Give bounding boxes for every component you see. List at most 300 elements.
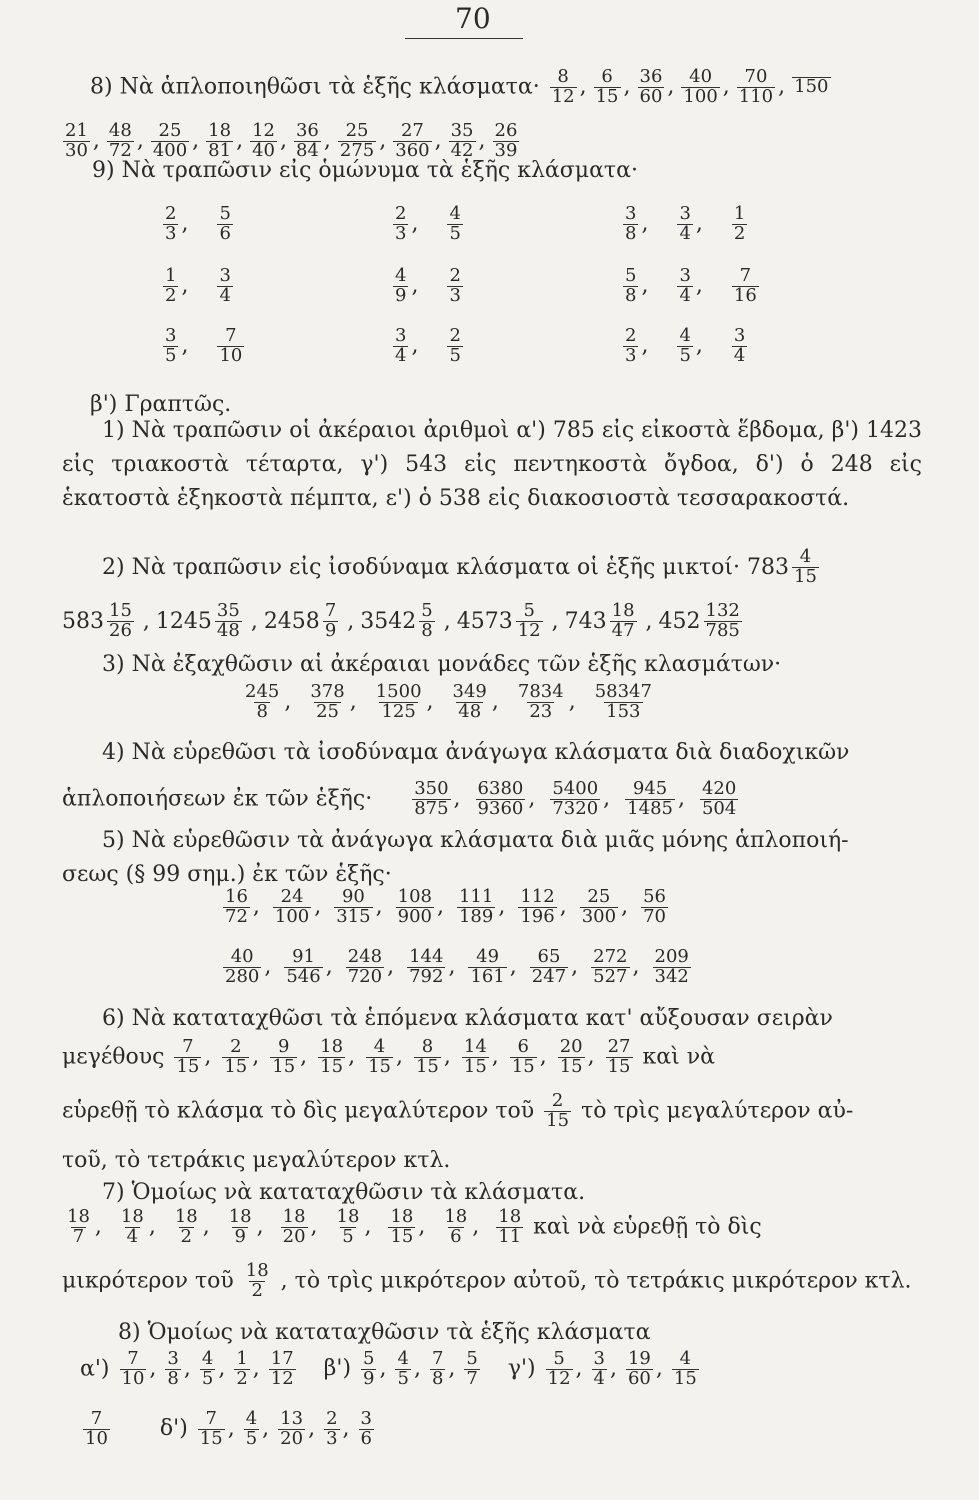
numerator: 8 bbox=[421, 1036, 434, 1057]
fraction bbox=[732, 205, 747, 244]
separator: , bbox=[236, 128, 244, 154]
separator: , bbox=[136, 128, 144, 154]
numerator: 3 bbox=[167, 1348, 179, 1369]
separator: , bbox=[149, 1356, 157, 1382]
fraction bbox=[284, 948, 322, 987]
separator: , bbox=[181, 333, 189, 359]
w6-suffix: καὶ νὰ bbox=[642, 1044, 715, 1070]
fraction bbox=[395, 1350, 410, 1389]
whole-part: 583 bbox=[62, 608, 104, 634]
separator: , bbox=[621, 894, 629, 920]
whole-part: 1245 bbox=[155, 608, 212, 634]
denominator: 900 bbox=[397, 905, 432, 927]
numerator: 25 bbox=[587, 886, 611, 907]
denominator: 72 bbox=[108, 139, 132, 161]
numerator: 2 bbox=[625, 325, 637, 346]
denominator: 4 bbox=[126, 1225, 139, 1247]
denominator: 7320 bbox=[552, 797, 599, 819]
separator: , bbox=[418, 1214, 426, 1240]
numerator: 248 bbox=[347, 946, 383, 967]
fraction bbox=[493, 122, 520, 161]
separator: , bbox=[478, 128, 486, 154]
denominator: 785 bbox=[705, 619, 740, 641]
numerator: 4 bbox=[799, 546, 812, 567]
fraction bbox=[163, 327, 178, 366]
separator: , bbox=[256, 1214, 264, 1240]
fraction bbox=[447, 205, 462, 244]
denominator: 110 bbox=[738, 85, 774, 107]
denominator: 9 bbox=[395, 284, 407, 306]
w2-line1 bbox=[102, 548, 828, 587]
denominator: 5 bbox=[679, 344, 691, 366]
denominator: 4 bbox=[219, 284, 231, 306]
w7-line3 bbox=[62, 1262, 912, 1301]
numerator: 18 bbox=[320, 1036, 344, 1057]
denominator: 84 bbox=[295, 139, 319, 161]
w5-row1 bbox=[220, 888, 671, 927]
separator: , bbox=[498, 894, 506, 920]
fraction bbox=[610, 602, 637, 641]
separator: , bbox=[677, 786, 685, 812]
ex8-fractions-line2 bbox=[60, 122, 522, 161]
fraction bbox=[625, 780, 675, 819]
numerator: 4 bbox=[245, 1408, 258, 1429]
fraction bbox=[653, 948, 691, 987]
denominator: 6 bbox=[360, 1427, 372, 1449]
numerator: 132 bbox=[705, 600, 740, 621]
denominator: 15 bbox=[673, 1367, 697, 1389]
denominator: 5 bbox=[342, 1225, 354, 1247]
fraction bbox=[496, 1208, 523, 1247]
denominator: 47 bbox=[611, 619, 635, 641]
numerator: 2 bbox=[395, 203, 407, 224]
numerator: 2 bbox=[230, 1036, 242, 1057]
denominator: 9 bbox=[234, 1225, 246, 1247]
w2-text: 2) Νὰ τραπῶσιν εἰς ἰσοδύναμα κλάσματα οἱ ἑξῆς μικτοί· bbox=[102, 554, 740, 580]
fraction bbox=[704, 602, 742, 641]
denominator: 2 bbox=[180, 1225, 192, 1247]
mixed-number bbox=[457, 602, 546, 641]
denominator: 16 bbox=[733, 284, 757, 306]
fraction bbox=[393, 327, 408, 366]
denominator: 10 bbox=[121, 1367, 145, 1389]
ex8-line1 bbox=[90, 68, 834, 107]
denominator: 2 bbox=[251, 1279, 263, 1301]
separator: , bbox=[571, 954, 579, 980]
page-number: 70 bbox=[455, 2, 491, 35]
fraction bbox=[606, 1038, 633, 1077]
denominator: 125 bbox=[381, 700, 416, 722]
fraction bbox=[510, 1038, 537, 1077]
fraction bbox=[173, 1208, 200, 1247]
fraction bbox=[468, 948, 506, 987]
ex9-fraction-group bbox=[390, 327, 466, 366]
w6-line3 bbox=[62, 1092, 853, 1131]
denominator: 6 bbox=[219, 222, 231, 244]
numerator: 35 bbox=[216, 600, 240, 621]
denominator: 70 bbox=[643, 905, 666, 927]
numerator: 18 bbox=[245, 1260, 269, 1281]
denominator: 40 bbox=[252, 139, 275, 161]
denominator: 6 bbox=[450, 1225, 462, 1247]
ex9-fraction-group bbox=[620, 327, 750, 366]
separator: , bbox=[579, 74, 587, 100]
w7-line2 bbox=[62, 1208, 762, 1247]
denominator: 8 bbox=[256, 700, 268, 722]
separator: , bbox=[348, 1044, 356, 1070]
numerator: 27 bbox=[400, 120, 424, 141]
numerator: 27 bbox=[607, 1036, 631, 1057]
denominator: 2 bbox=[165, 284, 177, 306]
denominator: 5 bbox=[449, 222, 461, 244]
numerator: 7 bbox=[127, 1348, 139, 1369]
numerator: 18 bbox=[498, 1206, 522, 1227]
separator: , bbox=[379, 128, 387, 154]
separator: , bbox=[202, 1214, 210, 1240]
separator: , bbox=[252, 894, 260, 920]
separator: , bbox=[148, 1214, 156, 1240]
numerator: 15 bbox=[109, 600, 132, 621]
mixed-number bbox=[156, 602, 245, 641]
denominator: 3 bbox=[165, 222, 177, 244]
ex9-text: 9) Νὰ τραπῶσιν εἰς ὁμώνυμα τὰ ἑξῆς κλάσματα· bbox=[92, 158, 638, 183]
denominator: 11 bbox=[498, 1225, 522, 1247]
numerator: 945 bbox=[632, 778, 668, 799]
fraction bbox=[457, 888, 495, 927]
denominator: 60 bbox=[627, 1367, 651, 1389]
fraction bbox=[65, 1208, 92, 1247]
numerator: 18 bbox=[174, 1206, 198, 1227]
separator: , bbox=[448, 954, 456, 980]
whole-part: 743 bbox=[564, 608, 607, 634]
denominator: 300 bbox=[581, 905, 617, 927]
beta-heading: β') Γραπτῶς. bbox=[90, 392, 232, 417]
separator: , bbox=[641, 211, 649, 237]
fraction bbox=[388, 1208, 415, 1247]
separator: , bbox=[279, 128, 287, 154]
w5-text2: σεως (§ 99 σημ.) ἐκ τῶν ἑξῆς· bbox=[62, 862, 392, 887]
w8-gamma-fractions bbox=[543, 1348, 702, 1389]
separator: , bbox=[387, 954, 395, 980]
fraction bbox=[447, 267, 462, 306]
w4-text2: ἁπλοποιήσεων ἐκ τῶν ἑξῆς· bbox=[62, 786, 373, 812]
denominator: 48 bbox=[216, 619, 240, 641]
numerator: 2 bbox=[551, 1090, 564, 1111]
separator: , bbox=[342, 1416, 350, 1442]
denominator: 247 bbox=[531, 965, 567, 987]
numerator: 18 bbox=[228, 1206, 252, 1227]
separator: , bbox=[252, 1356, 260, 1382]
mixed-number bbox=[565, 602, 640, 641]
denominator: 3 bbox=[449, 284, 461, 306]
denominator: 9 bbox=[363, 1367, 375, 1389]
numerator: 49 bbox=[476, 946, 500, 967]
fraction bbox=[243, 683, 281, 722]
fraction bbox=[217, 205, 232, 244]
denominator: 3 bbox=[625, 344, 637, 366]
fraction bbox=[120, 1350, 147, 1389]
separator: , bbox=[411, 273, 419, 299]
fraction bbox=[677, 267, 692, 306]
numerator: 65 bbox=[537, 946, 561, 967]
denominator: 5 bbox=[201, 1367, 214, 1389]
denominator: 12 bbox=[270, 1367, 294, 1389]
fraction bbox=[462, 1038, 489, 1077]
numerator: 9 bbox=[277, 1036, 290, 1057]
separator: , bbox=[623, 74, 631, 100]
numerator: 4 bbox=[679, 1348, 692, 1369]
fraction bbox=[366, 1038, 393, 1077]
separator: , bbox=[509, 954, 517, 980]
numerator: 111 bbox=[458, 886, 494, 907]
numerator: 5 bbox=[523, 600, 535, 621]
denominator: 875 bbox=[414, 797, 449, 819]
denominator: 23 bbox=[529, 700, 553, 722]
ex9-fraction-group bbox=[390, 205, 466, 244]
separator: , bbox=[250, 608, 258, 634]
numerator: 7834 bbox=[517, 681, 564, 702]
denominator: 280 bbox=[225, 965, 260, 987]
fraction bbox=[623, 205, 638, 244]
numerator: 209 bbox=[654, 946, 689, 967]
denominator: 15 bbox=[272, 1055, 296, 1077]
w8-line2 bbox=[80, 1350, 702, 1389]
separator: , bbox=[575, 1356, 583, 1382]
separator: , bbox=[695, 333, 703, 359]
fraction bbox=[346, 948, 384, 987]
separator: , bbox=[181, 273, 189, 299]
fraction bbox=[374, 683, 424, 722]
fraction bbox=[163, 205, 178, 244]
whole-part: 3542 bbox=[360, 608, 417, 634]
numerator: 112 bbox=[520, 886, 555, 907]
numerator: 7 bbox=[90, 1408, 103, 1429]
denominator: 400 bbox=[152, 139, 188, 161]
numerator: 18 bbox=[208, 120, 232, 141]
numerator: 18 bbox=[282, 1206, 306, 1227]
denominator: 12 bbox=[551, 85, 575, 107]
numerator: 90 bbox=[341, 886, 365, 907]
numerator: 350 bbox=[414, 778, 449, 799]
denominator: 3 bbox=[395, 222, 407, 244]
separator: , bbox=[778, 74, 786, 100]
numerator: 4 bbox=[395, 265, 407, 286]
separator: , bbox=[443, 1044, 451, 1070]
fraction bbox=[217, 327, 244, 366]
separator: , bbox=[183, 1356, 191, 1382]
w4-fractions bbox=[409, 778, 741, 819]
fraction bbox=[516, 602, 543, 641]
fraction bbox=[269, 1350, 296, 1389]
numerator: 3 bbox=[360, 1408, 372, 1429]
denominator: 4 bbox=[395, 344, 407, 366]
numerator: 7 bbox=[182, 1036, 194, 1057]
separator: , bbox=[528, 786, 536, 812]
separator: , bbox=[551, 608, 559, 634]
denominator: 4 bbox=[733, 344, 746, 366]
fraction bbox=[334, 888, 372, 927]
denominator: 9360 bbox=[477, 797, 524, 819]
denominator: 15 bbox=[390, 1225, 414, 1247]
fraction bbox=[227, 1208, 254, 1247]
numerator: 5400 bbox=[552, 778, 599, 799]
w5-row2 bbox=[220, 948, 694, 987]
w2-first-mixed bbox=[747, 548, 822, 587]
numerator: 14 bbox=[463, 1036, 487, 1057]
denominator: 15 bbox=[607, 1055, 631, 1077]
separator: , bbox=[181, 211, 189, 237]
numerator: 5 bbox=[553, 1348, 565, 1369]
separator: , bbox=[655, 1356, 663, 1382]
separator: , bbox=[448, 1356, 456, 1382]
numerator: 8 bbox=[557, 66, 569, 87]
numerator: 17 bbox=[270, 1348, 294, 1369]
separator: , bbox=[375, 894, 383, 920]
denominator: 720 bbox=[347, 965, 383, 987]
denominator: 15 bbox=[320, 1055, 344, 1077]
fraction bbox=[544, 1092, 571, 1131]
separator: , bbox=[310, 1214, 318, 1240]
fraction bbox=[234, 1350, 249, 1389]
w8-delta-label: δ') bbox=[159, 1416, 188, 1442]
numerator: 13 bbox=[280, 1408, 304, 1429]
whole-part: 2458 bbox=[263, 608, 320, 634]
fraction bbox=[464, 1350, 479, 1389]
numerator: 35 bbox=[450, 120, 474, 141]
numerator: 2 bbox=[449, 265, 461, 286]
numerator: 2 bbox=[449, 325, 461, 346]
separator: , bbox=[204, 1044, 212, 1070]
w4-text: 4) Νὰ εὑρεθῶσι τὰ ἰσοδύναμα ἀνάγωγα κλάσματα διὰ διαδοχικῶν bbox=[102, 740, 850, 765]
denominator: 12 bbox=[517, 619, 541, 641]
fraction bbox=[223, 948, 261, 987]
fraction bbox=[165, 1350, 180, 1389]
fraction bbox=[677, 205, 692, 244]
fraction bbox=[442, 1208, 469, 1247]
separator: , bbox=[453, 786, 461, 812]
numerator: 21 bbox=[65, 120, 88, 141]
denominator: 15 bbox=[368, 1055, 391, 1077]
fraction bbox=[593, 683, 654, 722]
fraction bbox=[359, 1410, 374, 1449]
denominator: 26 bbox=[109, 619, 132, 641]
numerator: 26 bbox=[494, 120, 518, 141]
numerator: 7 bbox=[205, 1408, 217, 1429]
separator: , bbox=[667, 74, 675, 100]
separator: , bbox=[434, 128, 442, 154]
numerator: 2 bbox=[165, 203, 177, 224]
numerator: 25 bbox=[158, 120, 182, 141]
denominator: 360 bbox=[395, 139, 430, 161]
denominator: 15 bbox=[794, 565, 817, 587]
numerator: 144 bbox=[409, 946, 444, 967]
separator: , bbox=[323, 128, 331, 154]
separator: , bbox=[641, 333, 649, 359]
separator: , bbox=[539, 1044, 547, 1070]
numerator: 18 bbox=[390, 1206, 414, 1227]
separator: , bbox=[413, 1356, 421, 1382]
fraction bbox=[412, 780, 450, 819]
numerator: 5 bbox=[421, 600, 433, 621]
denominator: 792 bbox=[409, 965, 444, 987]
separator: , bbox=[379, 1356, 387, 1382]
denominator: 8 bbox=[421, 619, 433, 641]
fraction bbox=[792, 77, 830, 97]
numerator: 1500 bbox=[375, 681, 422, 702]
numerator: 5 bbox=[625, 265, 637, 286]
fraction bbox=[273, 888, 311, 927]
separator: , bbox=[568, 689, 576, 715]
numerator: 5 bbox=[363, 1348, 375, 1369]
denominator: 2 bbox=[733, 222, 746, 244]
numerator: 6380 bbox=[477, 778, 524, 799]
fraction bbox=[792, 548, 819, 587]
numerator: 5 bbox=[466, 1348, 478, 1369]
fraction bbox=[198, 1410, 225, 1449]
fraction bbox=[151, 122, 189, 161]
numerator: 7 bbox=[739, 265, 752, 286]
separator: , bbox=[300, 1044, 308, 1070]
denominator: 189 bbox=[458, 905, 494, 927]
separator: , bbox=[314, 894, 322, 920]
fraction bbox=[737, 68, 775, 107]
w8-beta-label: β') bbox=[323, 1356, 352, 1382]
fraction bbox=[200, 1350, 215, 1389]
numerator: 7 bbox=[431, 1348, 444, 1369]
denominator: 2 bbox=[236, 1367, 248, 1389]
fraction bbox=[476, 780, 526, 819]
denominator: 10 bbox=[219, 344, 243, 366]
denominator: 100 bbox=[274, 905, 310, 927]
denominator: 20 bbox=[282, 1225, 306, 1247]
fraction bbox=[250, 122, 277, 161]
w8-gamma-label: γ') bbox=[507, 1356, 536, 1382]
denominator: 39 bbox=[494, 139, 518, 161]
denominator: 12 bbox=[547, 1367, 571, 1389]
separator: , bbox=[632, 954, 640, 980]
fraction bbox=[244, 1410, 259, 1449]
mixed-number bbox=[62, 602, 137, 641]
numerator: 58347 bbox=[594, 681, 652, 702]
fraction bbox=[672, 1350, 699, 1389]
fraction bbox=[83, 1410, 110, 1449]
denominator: 15 bbox=[199, 1427, 223, 1449]
w3-fractions bbox=[240, 683, 657, 722]
fraction bbox=[641, 888, 668, 927]
numerator: 4 bbox=[679, 325, 691, 346]
fraction bbox=[447, 327, 462, 366]
numerator: 420 bbox=[701, 778, 737, 799]
mixed-number bbox=[659, 602, 745, 641]
separator: , bbox=[262, 1416, 270, 1442]
numerator: 16 bbox=[225, 886, 248, 907]
ex9-fraction-group bbox=[390, 267, 466, 306]
denominator: 42 bbox=[450, 139, 474, 161]
numerator: 18 bbox=[67, 1206, 90, 1227]
fraction bbox=[732, 327, 747, 366]
numerator: 3 bbox=[593, 1348, 605, 1369]
fraction bbox=[318, 1038, 345, 1077]
denominator: 504 bbox=[701, 797, 737, 819]
numerator: 349 bbox=[452, 681, 487, 702]
numerator: 91 bbox=[292, 946, 315, 967]
fraction bbox=[119, 1208, 146, 1247]
separator: , bbox=[94, 1214, 102, 1240]
separator: , bbox=[695, 273, 703, 299]
ex9-fraction-group bbox=[160, 205, 236, 244]
w6-prefix: μεγέθους bbox=[62, 1044, 165, 1070]
numerator: 7 bbox=[225, 325, 237, 346]
